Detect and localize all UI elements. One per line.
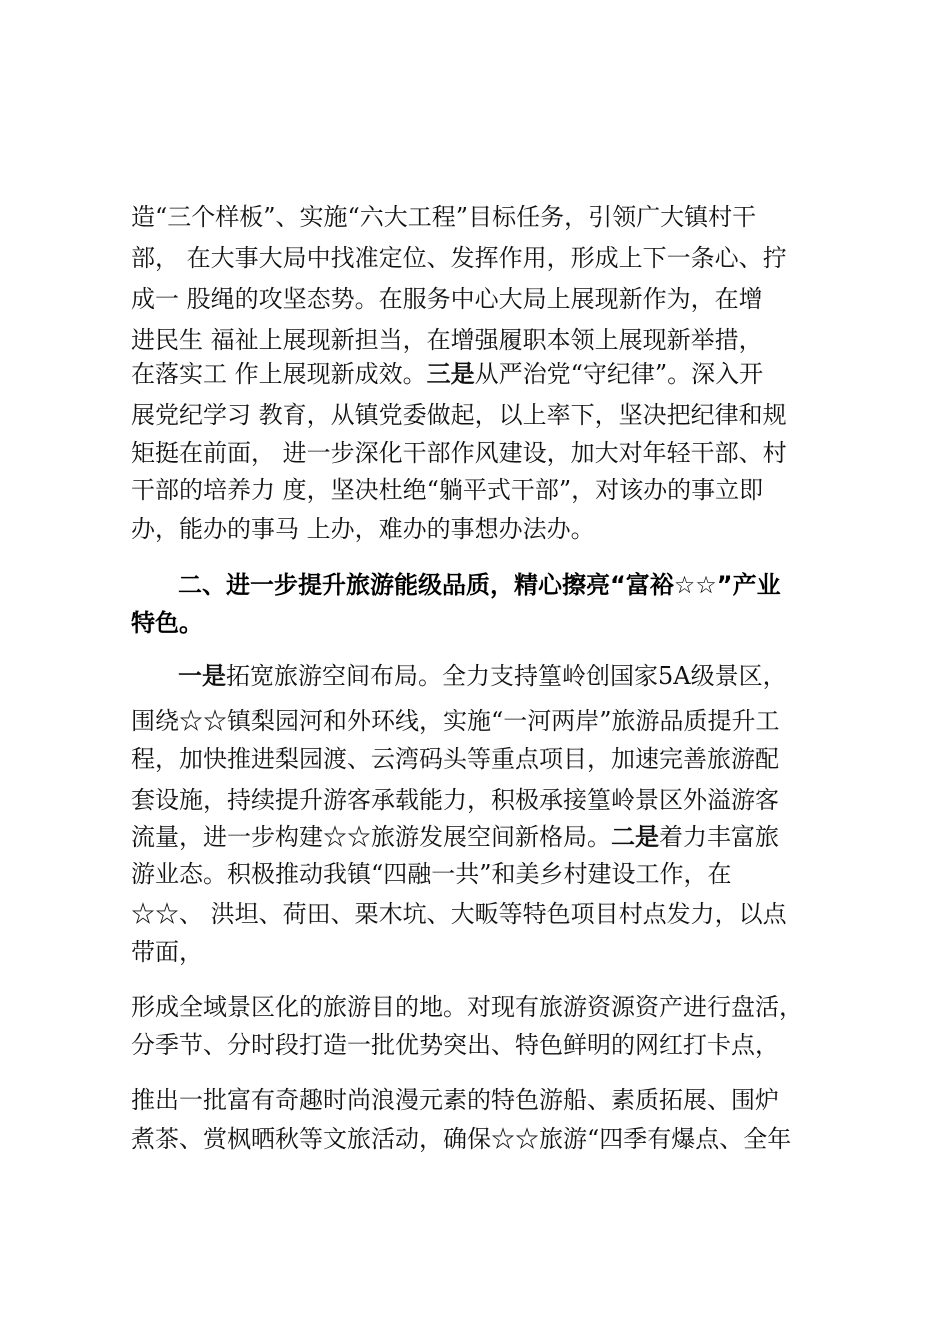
text-line: 部， 在大事大局中找准定位、发挥作用，形成上下一条心、拧 — [131, 244, 787, 272]
text-span: 在落实工 作上展现新成效。 — [131, 360, 427, 388]
text-span: 从严治党“守纪律”。深入开 — [474, 360, 764, 388]
text-line: 程，加快推进梨园渡、云湾码头等重点项目，加速完善旅游配 — [131, 745, 779, 773]
bold-marker: 二是 — [611, 823, 659, 851]
text-line: ☆☆、 洪坦、荷田、栗木坑、大畈等特色项目村点发力，以点 — [131, 900, 787, 928]
text-line: 干部的培养力 度，坚决杜绝“躺平式干部”，对该办的事立即 — [131, 476, 764, 504]
text-line: 围绕☆☆镇梨园河和外环线，实施“一河两岸”旅游品质提升工 — [131, 707, 780, 735]
text-span: 流量，进一步构建☆☆旅游发展空间新格局。 — [131, 823, 611, 851]
text-line — [131, 820, 861, 854]
text-span: 着力丰富旅 — [659, 823, 779, 851]
text-line — [178, 659, 868, 693]
text-line: 套设施，持续提升游客承载能力，积极承接篁岭景区外溢游客 — [131, 786, 779, 814]
text-line — [131, 357, 861, 391]
text-line: 造“三个样板”、实施“六大工程”目标任务，引领广大镇村干 — [131, 203, 757, 231]
text-line: 带面， — [131, 938, 203, 966]
bold-marker: 一是 — [178, 662, 226, 690]
text-line: 进民生 福祉上展现新担当，在增强履职本领上展现新举措， — [131, 326, 763, 354]
bold-marker: 三是 — [426, 360, 475, 388]
text-line: 办，能办的事马 上办，难办的事想办法办。 — [131, 515, 595, 543]
section-heading: 特色。 — [131, 609, 203, 637]
text-line: 矩挺在前面， 进一步深化干部作风建设，加大对年轻干部、村 — [131, 439, 787, 467]
text-line: 展党纪学习 教育，从镇党委做起，以上率下，坚决把纪律和规 — [131, 401, 787, 429]
text-line: 煮茶、赏枫晒秋等文旅活动，确保☆☆旅游“四季有爆点、全年 — [131, 1125, 792, 1153]
text-line: 形成全域景区化的旅游目的地。对现有旅游资源资产进行盘活， — [131, 993, 803, 1021]
text-line: 分季节、分时段打造一批优势突出、特色鲜明的网红打卡点， — [131, 1031, 779, 1059]
text-line: 成一 股绳的攻坚态势。在服务中心大局上展现新作为，在增 — [131, 285, 763, 313]
text-span: 拓宽旅游空间布局。全力支持篁岭创国家5A级景区， — [226, 662, 787, 690]
text-line: 游业态。积极推动我镇“四融一共”和美乡村建设工作，在 — [131, 860, 732, 888]
text-line: 推出一批富有奇趣时尚浪漫元素的特色游船、素质拓展、围炉 — [131, 1086, 779, 1114]
section-heading: 二、进一步提升旅游能级品质，精心擦亮“富裕☆☆”产业 — [178, 571, 781, 599]
